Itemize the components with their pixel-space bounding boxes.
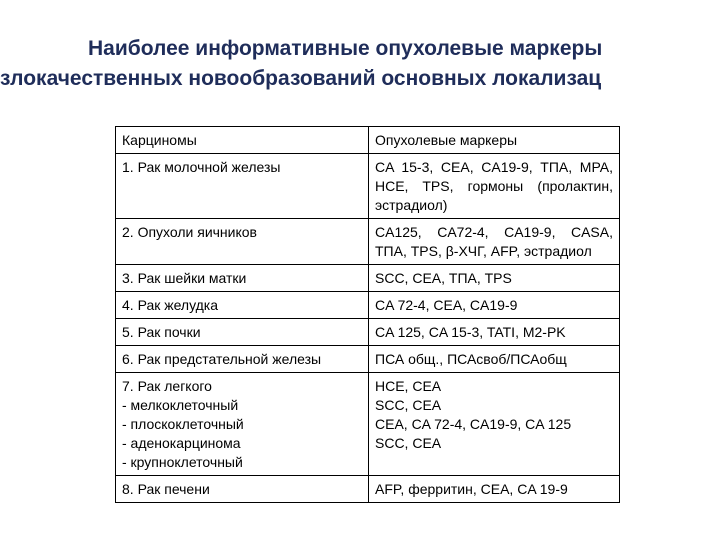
column-header-markers: Опухолевые маркеры bbox=[369, 127, 620, 154]
carcinoma-cell: 1. Рак молочной железы bbox=[116, 154, 369, 219]
carcinoma-cell: 2. Опухоли яичников bbox=[116, 219, 369, 265]
markers-cell: SCC, CEA, ТПА, TPS bbox=[369, 265, 620, 292]
table-row bbox=[116, 265, 620, 292]
table-row bbox=[116, 154, 620, 219]
marker-line: SCC, CEA bbox=[375, 397, 442, 413]
markers-cell bbox=[369, 373, 620, 476]
column-header-carcinomas: Карциномы bbox=[116, 127, 369, 154]
tumor-markers-table bbox=[115, 126, 620, 503]
carcinoma-cell: 6. Рак предстательной железы bbox=[116, 346, 369, 373]
carcinoma-line: - аденокарцинома bbox=[122, 435, 241, 451]
carcinoma-cell: 5. Рак почки bbox=[116, 319, 369, 346]
marker-line: HCE, CEA bbox=[375, 378, 442, 394]
markers-cell: CA 72-4, CEA, CA19-9 bbox=[369, 292, 620, 319]
carcinoma-cell: 3. Рак шейки матки bbox=[116, 265, 369, 292]
carcinoma-line: - мелкоклеточный bbox=[122, 397, 239, 413]
table-row bbox=[116, 476, 620, 503]
table-row bbox=[116, 319, 620, 346]
table-row bbox=[116, 219, 620, 265]
carcinoma-line: - крупноклеточный bbox=[122, 454, 243, 470]
title-line-2: злокачественных новообразований основных локализац bbox=[0, 67, 602, 90]
carcinoma-cell bbox=[116, 373, 369, 476]
markers-cell: ПСА общ., ПСАсвоб/ПСАобщ bbox=[369, 346, 620, 373]
carcinoma-line: - плоскоклеточный bbox=[122, 416, 244, 432]
markers-cell: CA 125, CA 15-3, TATI, M2-PK bbox=[369, 319, 620, 346]
markers-cell: AFP, ферритин, CEA, CA 19-9 bbox=[369, 476, 620, 503]
markers-cell: CA 15-3, CEA, CA19-9, ТПА, MPA, HCE, TPS, гормоны (пролактин, эстрадиол) bbox=[369, 154, 620, 219]
carcinoma-cell: 8. Рак печени bbox=[116, 476, 369, 503]
markers-cell: CA125, CA72-4, CA19-9, CASA, ТПА, TPS, β-ХЧГ, AFP, эстрадиол bbox=[369, 219, 620, 265]
table-row bbox=[116, 346, 620, 373]
marker-line: SCC, CEA bbox=[375, 435, 442, 451]
carcinoma-cell: 4. Рак желудка bbox=[116, 292, 369, 319]
table-row bbox=[116, 292, 620, 319]
marker-line: CEA, CA 72-4, CA19-9, CA 125 bbox=[375, 416, 572, 432]
table-row bbox=[116, 373, 620, 476]
page-title bbox=[0, 34, 720, 94]
carcinoma-line: 7. Рак легкого bbox=[122, 378, 212, 394]
table-header-row bbox=[116, 127, 620, 154]
title-line-1: Наиболее информативные опухолевые маркеры bbox=[88, 37, 603, 60]
